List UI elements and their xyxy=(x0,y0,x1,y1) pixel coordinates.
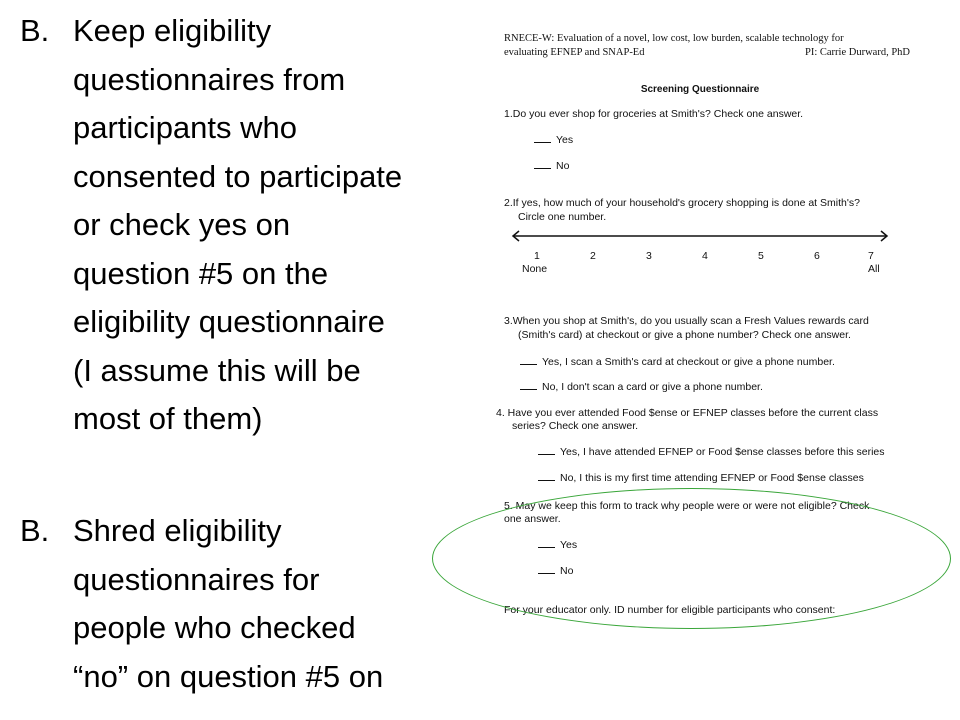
scale-number[interactable]: 4 xyxy=(702,250,708,262)
doc-header-line: RNECE-W: Evaluation of a novel, low cost, low burden, scalable technology for xyxy=(504,33,844,44)
rating-scale xyxy=(490,250,910,280)
scale-number[interactable]: 6 xyxy=(814,250,820,262)
checkbox-blank[interactable] xyxy=(520,355,537,365)
bullet-line: questionnaires for xyxy=(73,561,320,597)
bullet-keep-questionnaires xyxy=(20,7,475,444)
bullet-line: questionnaires from xyxy=(73,61,346,97)
scale-arrow-icon xyxy=(510,230,890,242)
checkbox-blank[interactable] xyxy=(538,471,555,481)
checkbox-blank[interactable] xyxy=(534,133,551,143)
doc-pi: PI: Carrie Durward, PhD xyxy=(805,47,910,58)
scale-number[interactable]: 3 xyxy=(646,250,652,262)
bullet-line: people who checked xyxy=(73,610,356,645)
bullet-line: participants who xyxy=(73,110,298,145)
bullet-line: “no” on question #5 on xyxy=(73,658,384,694)
q3-option: No, I don't scan a card or give a phone number. xyxy=(520,380,763,393)
q1-text: 1.Do you ever shop for groceries at Smith's? Check one answer. xyxy=(504,108,804,120)
q1-option: No xyxy=(534,159,569,172)
q1-option: Yes xyxy=(534,133,573,146)
q2-text: Circle one number. xyxy=(518,211,607,223)
scale-low-label: None xyxy=(522,263,548,275)
scale-number[interactable]: 7 xyxy=(868,250,874,262)
q5-highlight-ellipse xyxy=(432,488,951,629)
bullet-line: question #5 on the xyxy=(73,255,329,291)
q4-text: series? Check one answer. xyxy=(512,420,639,432)
q3-text: (Smith's card) at checkout or give a phone number? Check one answer. xyxy=(518,329,851,341)
q2-text: 2.If yes, how much of your household's grocery shopping is done at Smith's? xyxy=(504,197,860,209)
scale-high-label: All xyxy=(868,263,880,275)
bullet-text xyxy=(73,7,475,444)
q5-option: Yes xyxy=(538,538,577,551)
scale-number[interactable]: 1 xyxy=(534,250,540,262)
doc-title: Screening Questionnaire xyxy=(640,84,760,95)
bullet-line: (I assume this will be xyxy=(73,352,361,388)
q4-option: No, I this is my first time attending EFNEP or Food $ense classes xyxy=(538,471,864,484)
q5-text: one answer. xyxy=(504,513,561,525)
bullet-line: eligibility questionnaire xyxy=(73,304,385,339)
bullet-line: most of them) xyxy=(73,401,263,436)
checkbox-blank[interactable] xyxy=(538,445,555,455)
bullet-marker: B. xyxy=(20,13,50,48)
q4-text: 4. Have you ever attended Food $ense or EFNEP classes before the current class xyxy=(496,407,879,419)
bullet-shred-questionnaires xyxy=(20,507,475,701)
scale-number[interactable]: 5 xyxy=(758,250,764,262)
q5-text: 5. May we keep this form to track why people were or were not eligible? Check xyxy=(504,500,870,512)
scale-number[interactable]: 2 xyxy=(590,250,596,262)
q3-text: 3.When you shop at Smith's, do you usually scan a Fresh Values rewards card xyxy=(504,315,869,327)
doc-footer: For your educator only. ID number for eligible participants who consent: xyxy=(504,604,836,616)
bullet-line: consented to participate xyxy=(73,158,403,194)
q3-option: Yes, I scan a Smith's card at checkout or give a phone number. xyxy=(520,355,835,368)
checkbox-blank[interactable] xyxy=(534,159,551,169)
bullet-text xyxy=(73,507,475,701)
checkbox-blank[interactable] xyxy=(520,380,537,390)
bullet-line: or check yes on xyxy=(73,207,291,242)
q5-option: No xyxy=(538,564,573,577)
doc-header-line: evaluating EFNEP and SNAP-Ed xyxy=(504,47,645,58)
bullet-line: Shred eligibility xyxy=(73,513,282,548)
q4-option: Yes, I have attended EFNEP or Food $ense classes before this series xyxy=(538,445,885,458)
bullet-line: Keep eligibility xyxy=(73,13,272,48)
bullet-marker: B. xyxy=(20,513,50,548)
